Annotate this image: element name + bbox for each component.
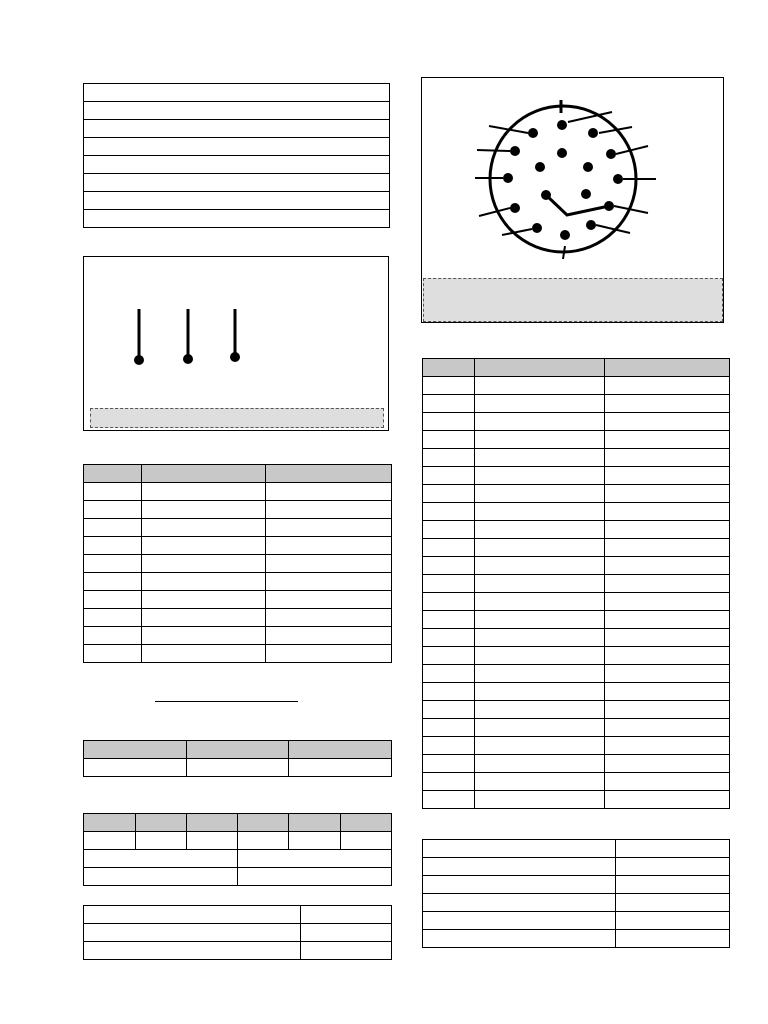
- pin-1-dot: [134, 355, 144, 365]
- pin-2-dot: [183, 354, 193, 364]
- table-row: [423, 791, 730, 809]
- table-row: [84, 759, 392, 777]
- table-row: [84, 192, 390, 210]
- pin-figure-panel: [83, 256, 389, 431]
- table-header-row: [84, 741, 392, 759]
- table-row: [423, 377, 730, 395]
- table-row: [423, 894, 730, 912]
- pin-table-right: [422, 358, 730, 809]
- callout-line: [479, 208, 510, 216]
- table-row: [423, 413, 730, 431]
- contact-dot: [532, 223, 542, 233]
- table-row: [423, 503, 730, 521]
- table-header-row: [84, 465, 392, 483]
- table-row: [423, 840, 730, 858]
- contact-dot: [613, 174, 623, 184]
- summary-table-six-col: [83, 813, 392, 886]
- table-row: [423, 683, 730, 701]
- contact-dot: [510, 146, 520, 156]
- pin-3-dot: [230, 352, 240, 362]
- table-row: [84, 102, 390, 120]
- table-row: [84, 942, 392, 960]
- table-row: [84, 210, 390, 228]
- contact-dot: [557, 120, 567, 130]
- table-row: [423, 539, 730, 557]
- table-row: [84, 483, 392, 501]
- table-row: [423, 593, 730, 611]
- table-row: [423, 912, 730, 930]
- contact-dot: [583, 162, 593, 172]
- table-row: [84, 156, 390, 174]
- notes-table-right: [422, 839, 730, 948]
- table-row: [423, 521, 730, 539]
- table-row: [84, 138, 390, 156]
- table-row: [423, 701, 730, 719]
- table-row: [84, 868, 392, 886]
- contact-dots: [503, 120, 623, 240]
- table-row: [84, 174, 390, 192]
- table-row: [84, 591, 392, 609]
- contact-dot: [528, 128, 538, 138]
- jumper-wire: [546, 195, 609, 215]
- contact-dot: [606, 149, 616, 159]
- table-row: [423, 611, 730, 629]
- table-row: [423, 575, 730, 593]
- contact-dot: [581, 189, 591, 199]
- contact-dot: [510, 203, 520, 213]
- contact-dot: [560, 230, 570, 240]
- table-row: [423, 858, 730, 876]
- summary-table-three-col: [83, 740, 392, 777]
- table-row: [84, 924, 392, 942]
- table-row: [84, 627, 392, 645]
- pin-diagram: [84, 257, 390, 432]
- figure-caption-bar: [423, 278, 723, 322]
- contact-dot: [586, 220, 596, 230]
- table-row: [423, 467, 730, 485]
- table-row: [84, 645, 392, 663]
- table-row: [84, 120, 390, 138]
- table-row: [84, 537, 392, 555]
- figure-caption-bar: [90, 408, 384, 428]
- table-row: [84, 519, 392, 537]
- table-row: [84, 850, 392, 868]
- table-header-row: [423, 359, 730, 377]
- table-row: [423, 395, 730, 413]
- callout-line: [477, 150, 510, 151]
- table-row: [84, 573, 392, 591]
- table-row: [423, 930, 730, 948]
- table-row: [84, 609, 392, 627]
- table-row: [423, 557, 730, 575]
- contact-dot: [588, 128, 598, 138]
- table-row: [84, 906, 392, 924]
- notes-table-left: [83, 905, 392, 960]
- table-row: [423, 665, 730, 683]
- table-row: [423, 876, 730, 894]
- section-rule: [155, 701, 298, 702]
- connector-figure-panel: [421, 77, 724, 323]
- table-row: [84, 84, 390, 102]
- table-row: [84, 501, 392, 519]
- table-row: [423, 629, 730, 647]
- contact-dot: [557, 148, 567, 158]
- key-mark-bottom: [563, 246, 565, 259]
- header-info-table: [83, 83, 390, 228]
- table-row: [423, 431, 730, 449]
- table-row: [84, 832, 392, 850]
- table-row: [423, 647, 730, 665]
- table-header-row: [84, 814, 392, 832]
- contact-dot: [503, 173, 513, 183]
- table-row: [423, 755, 730, 773]
- contact-dot: [535, 162, 545, 172]
- table-row: [84, 555, 392, 573]
- table-row: [423, 773, 730, 791]
- table-row: [423, 485, 730, 503]
- table-row: [423, 719, 730, 737]
- pin-table-left: [83, 464, 392, 663]
- table-row: [423, 737, 730, 755]
- table-row: [423, 449, 730, 467]
